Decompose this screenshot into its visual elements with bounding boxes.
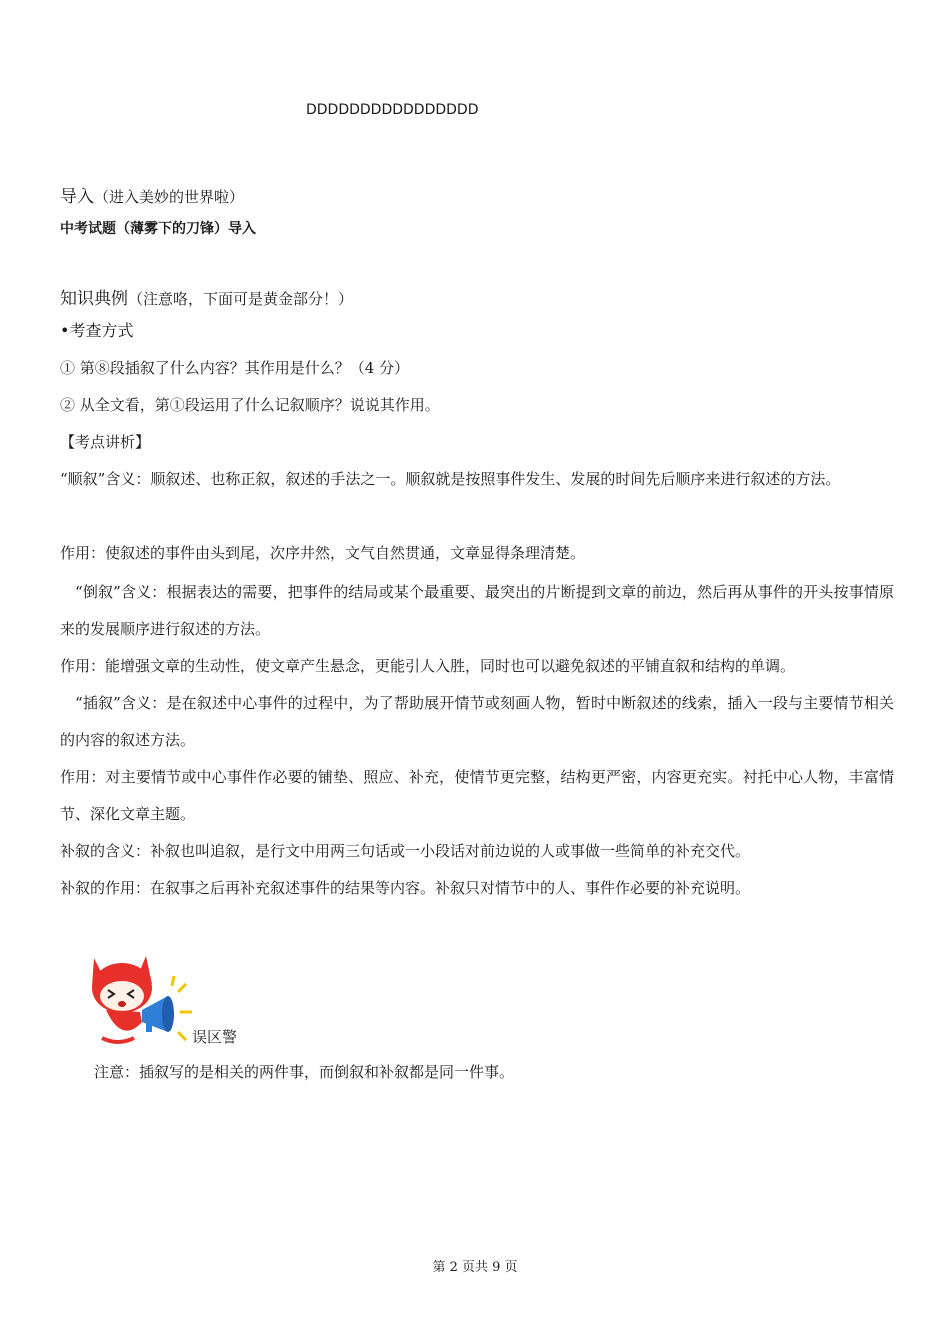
chaxu-definition: “插叙”含义：是在叙述中心事件的过程中，为了帮助展开情节或刻画人物，暂时中断叙述的线索，插入一段与主要情节相关的内容的叙述方法。 [60, 694, 894, 749]
page-number: 第 2 页共 9 页 [432, 1260, 518, 1275]
knowledge-subtitle: （注意咯，下面可是黄金部分！） [128, 290, 354, 308]
intro-title: 导入 [60, 187, 94, 207]
fox-megaphone-icon [88, 952, 198, 1046]
analysis-heading: 【考点讲析】 [60, 433, 151, 451]
intro-heading [60, 182, 244, 207]
daoxu-function: 作用：能增强文章的生动性，使文章产生悬念，更能引人入胜，同时也可以避免叙述的平铺直叙和结构的单调。 [60, 657, 796, 675]
question-1: ① 第⑧段插叙了什么内容？其作用是什么？（4 分） [60, 359, 410, 377]
header-code: DDDDDDDDDDDDDDDD [306, 102, 479, 118]
warning-label: 误区警 [192, 1028, 238, 1046]
shunxu-definition: “顺叙”含义：顺叙述、也称正叙，叙述的手法之一。顺叙就是按照事件发生、发展的时间先后顺序来进行叙述的方法。 [60, 470, 841, 488]
knowledge-heading [60, 284, 353, 309]
knowledge-title: 知识典例 [60, 289, 128, 309]
warning-mascot [88, 952, 248, 1046]
chaxu-function: 作用：对主要情节或中心事件作必要的铺垫、照应、补充，使情节更完整，结构更严密，内容更充实。衬托中心人物，丰富情节、深化文章主题。 [60, 768, 894, 823]
intro-exam-line: 中考试题（薄雾下的刀锋）导入 [60, 221, 256, 237]
shunxu-function: 作用：使叙述的事件由头到尾，次序井然，文气自然贯通，文章显得条理清楚。 [60, 544, 586, 562]
intro-subtitle: （进入美妙的世界啦） [94, 188, 245, 206]
question-2: ② 从全文看，第①段运用了什么记叙顺序？说说其作用。 [60, 396, 440, 414]
method-heading: •考查方式 [60, 321, 134, 340]
warning-note: 注意：插叙写的是相关的两件事，而倒叙和补叙都是同一件事。 [94, 1063, 515, 1081]
buxu-function: 补叙的作用：在叙事之后再补充叙述事件的结果等内容。补叙只对情节中的人、事件作必要的补充说明。 [60, 879, 751, 897]
daoxu-definition: “倒叙”含义：根据表达的需要，把事件的结局或某个最重要、最突出的片断提到文章的前边，然后再从事件的开头按事情原来的发展顺序进行叙述的方法。 [60, 583, 894, 638]
buxu-definition: 补叙的含义：补叙也叫追叙，是行文中用两三句话或一小段话对前边说的人或事做一些简单的补充交代。 [60, 842, 751, 860]
